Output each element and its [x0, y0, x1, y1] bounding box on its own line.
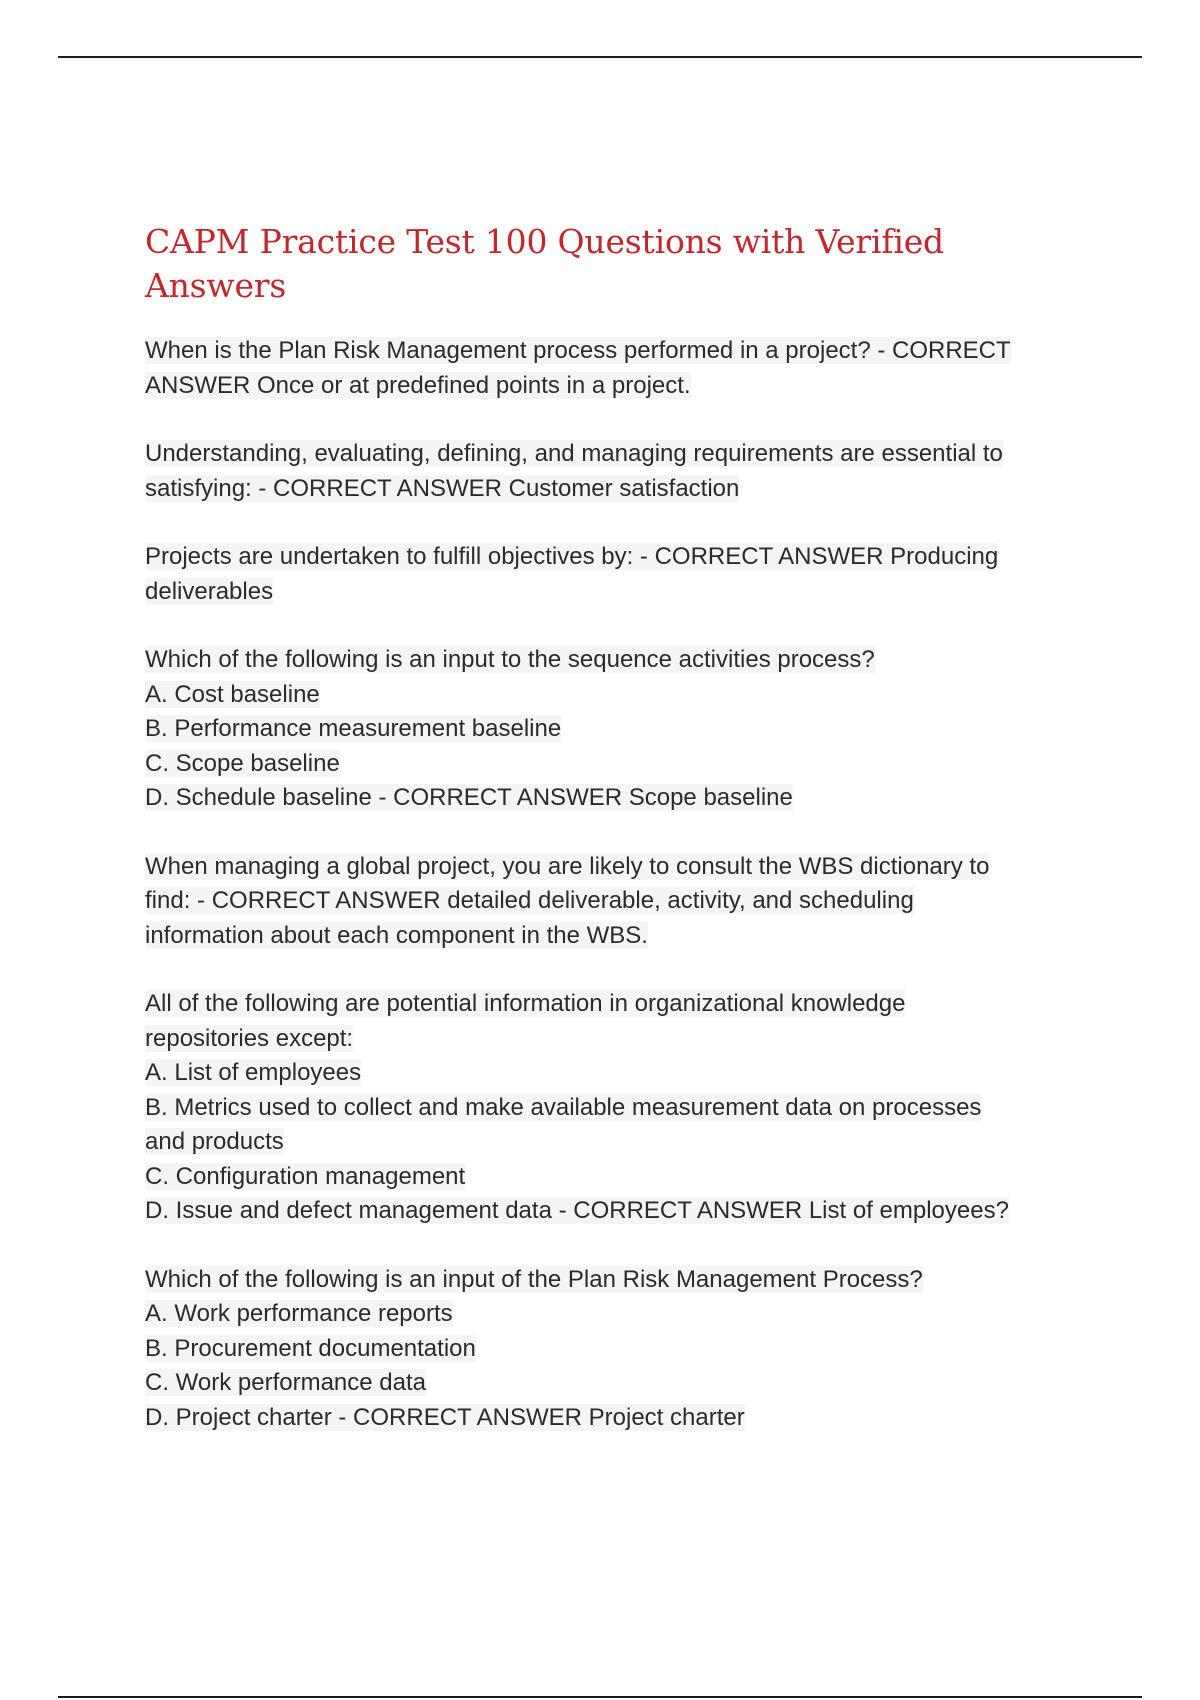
top-divider: [58, 56, 1142, 58]
qa-option: D. Project charter - CORRECT ANSWER Project charter: [145, 1403, 745, 1431]
qa-item: [145, 987, 1075, 1229]
qa-option: B. Metrics used to collect and make available measurement data on processes: [145, 1093, 982, 1121]
qa-option: A. Work performance reports: [145, 1300, 453, 1327]
qa-line: When is the Plan Risk Management process performed in a project? - CORRECT: [145, 337, 1011, 364]
qa-item: [145, 437, 1075, 506]
qa-option: C. Configuration management: [145, 1162, 466, 1190]
qa-line: satisfying: - CORRECT ANSWER Customer satisfaction: [145, 474, 740, 502]
qa-option: B. Performance measurement baseline: [145, 715, 562, 742]
qa-item: [145, 334, 1075, 403]
qa-line: Which of the following is an input of the Plan Risk Management Process?: [145, 1265, 923, 1293]
qa-option: D. Issue and defect management data - CORRECT ANSWER List of employees?: [145, 1197, 1009, 1224]
qa-line: Which of the following is an input to the sequence activities process?: [145, 646, 875, 673]
qa-line: When managing a global project, you are likely to consult the WBS dictionary to: [145, 852, 990, 880]
document-title: CAPM Practice Test 100 Questions with Verified Answers: [145, 222, 944, 305]
document-body: [145, 220, 1075, 1469]
qa-item: [145, 540, 1075, 609]
qa-option: C. Scope baseline: [145, 749, 340, 777]
bottom-divider: [58, 1696, 1142, 1698]
qa-line: deliverables: [145, 577, 274, 605]
qa-item: [145, 643, 1075, 816]
qa-item: [145, 850, 1075, 954]
qa-item: [145, 1263, 1075, 1436]
qa-line: information about each component in the WBS.: [145, 921, 648, 949]
qa-line: find: - CORRECT ANSWER detailed deliverable, activity, and scheduling: [145, 887, 914, 914]
qa-line: ANSWER Once or at predefined points in a project.: [145, 371, 691, 399]
qa-option: A. Cost baseline: [145, 680, 320, 708]
qa-line: Understanding, evaluating, defining, and managing requirements are essential to: [145, 440, 1003, 467]
qa-line: Projects are undertaken to fulfill objectives by: - CORRECT ANSWER Producing: [145, 543, 999, 570]
qa-option: C. Work performance data: [145, 1369, 427, 1396]
qa-line: All of the following are potential information in organizational knowledge: [145, 990, 906, 1017]
qa-option: A. List of employees: [145, 1059, 362, 1086]
qa-option: D. Schedule baseline - CORRECT ANSWER Scope baseline: [145, 784, 793, 811]
qa-option: and products: [145, 1128, 284, 1155]
qa-option: B. Procurement documentation: [145, 1334, 476, 1362]
qa-line: repositories except:: [145, 1024, 354, 1052]
